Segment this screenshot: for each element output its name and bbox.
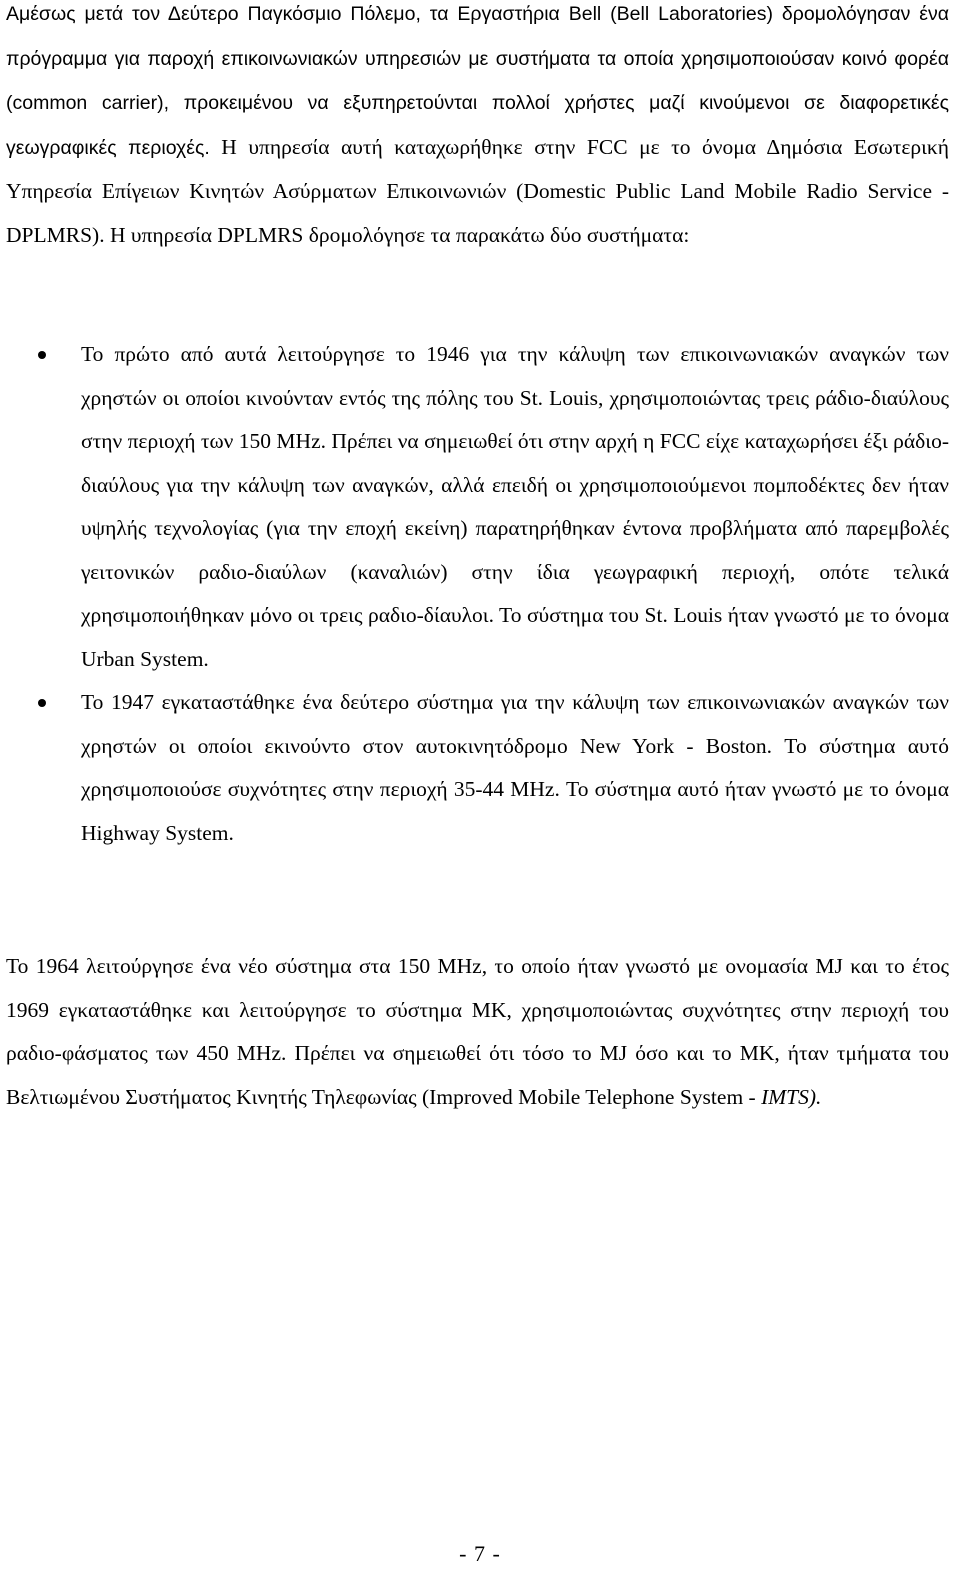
bullet-icon — [38, 351, 46, 359]
intro-paragraph-sans-text: Αμέσως μετά τον Δεύτερο Παγκόσμιο Πόλεμο, τα Εργαστήρια Bell (Bell Laboratories) δρομολόγησαν ένα πρόγραμμα για παροχή επικοινωνιακών υπηρεσιών με συστήματα τα οποία χρησιμοποιούσαν κοινό φορέα (common carrier), προκειμένου να εξυπηρετούνται πολλοί χρήστες μαζί κινούμενοι σε διαφορετικές γεωγραφικές περιοχές. — [6, 3, 949, 159]
page-number: - 7 - — [459, 1541, 501, 1566]
intro-paragraph — [6, 0, 949, 257]
imts-paragraph-text: Το 1964 λειτούργησε ένα νέο σύστημα στα 150 MHz, το οποίο ήταν γνωστό με ονομασία MJ και το έτος 1969 εγκαταστάθηκε και λειτούργησε το σύστημα MK, χρησιμοποιώντας συχνότητες στην περιοχή του ραδιο-φάσματος των 450 MHz. Πρέπει να σημειωθεί ότι τόσο το MJ όσο και το MK, ήταν τμήματα του Βελτιωμένου Συστήματος Κινητής Τηλεφωνίας (Improved Mobile Telephone System - — [6, 954, 949, 1109]
bullet-text-highway-system: Το 1947 εγκαταστάθηκε ένα δεύτερο σύστημα για την κάλυψη των επικοινωνιακών αναγκών των χρηστών οι οποίοι εκινούντο στον αυτοκινητόδρομο New York - Boston. Το σύστημα αυτό χρησιμοποιούσε συχνότητες στην περιοχή 35-44 MHz. Το σύστημα αυτό ήταν γνωστό με το όνομα Highway System. — [81, 690, 949, 845]
intro-paragraph-serif-text: Η υπηρεσία αυτή καταχωρήθηκε στην FCC με το όνομα Δημόσια Εσωτερική Υπηρεσία Επίγειων Κινητών Ασύρματων Επικοινωνιών (Domestic Public Land Mobile Radio Service - DPLMRS). Η υπηρεσία DPLMRS δρομολόγησε τα παρακάτω δύο συστήματα: — [6, 134, 949, 247]
bullet-icon — [38, 699, 46, 707]
imts-paragraph-italic: IMTS). — [761, 1084, 822, 1109]
imts-paragraph — [6, 945, 949, 1119]
bullet-text-urban-system: Το πρώτο από αυτά λειτούργησε το 1946 για την κάλυψη των επικοινωνιακών αναγκών των χρηστών οι οποίοι κινούνταν εντός της πόλης του St. Louis, χρησιμοποιώντας τρεις ράδιο-διαύλους στην περιοχή των 150 MHz. Πρέπει να σημειωθεί ότι στην αρχή η FCC είχε καταχωρήσει έξι ράδιο-διαύλους για την κάλυψη των αναγκών, αλλά επειδή οι χρησιμοποιούμενοι πομποδέκτες δεν ήταν υψηλής τεχνολογίας (για την εποχή εκείνη) παρατηρήθηκαν έντονα προβλήματα από παρεμβολές γειτονικών ραδιο-διαύλων (καναλιών) στην ίδια γεωγραφική περιοχή, οπότε τελικά χρησιμοποιήθηκαν μόνο οι τρεις ραδιο-δίαυλοι. Το σύστημα του St. Louis ήταν γνωστό με το όνομα Urban System. — [81, 342, 949, 671]
systems-bullet-list — [6, 333, 949, 855]
list-item — [6, 333, 949, 681]
list-item — [6, 681, 949, 855]
